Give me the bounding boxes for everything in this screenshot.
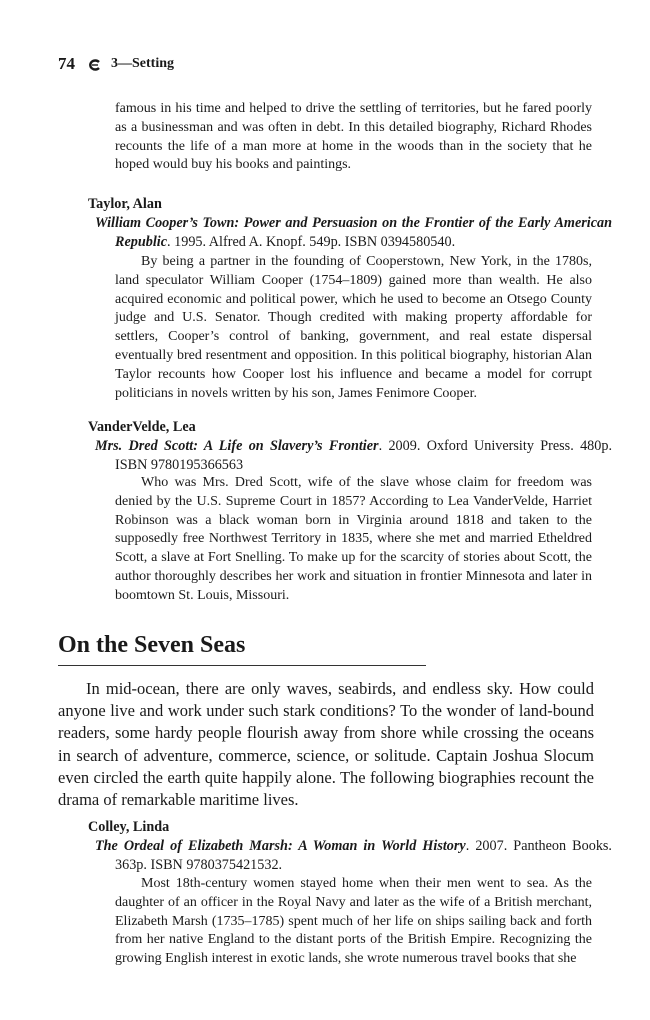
entry-citation (95, 437, 612, 475)
section-intro: In mid-ocean, there are only waves, seabirds, and endless sky. How could anyone live and work under such stark conditions? To the wonder of land-bound readers, some hardy people flourish away from shore while crossing the oceans in search of adventure, commerce, science, or solitude. Captain Joshua Slocum even circled the earth quite happily alone. The following biographies recount the drama of remarkable maritime lives. (58, 679, 594, 810)
chapter-ornament-icon (89, 58, 101, 70)
entry-author: Taylor, Alan (88, 196, 162, 212)
entry-author: VanderVelde, Lea (88, 419, 196, 435)
entry-title: The Ordeal of Elizabeth Marsh: A Woman in World History (95, 838, 466, 854)
entry-title: William Cooper’s Town: Power and Persuasion on the Frontier of the Early American Republic (95, 215, 612, 250)
chapter-title: 3—Setting (111, 56, 174, 71)
entry-publication: . 2007. Pantheon Books. 363p. ISBN 9780375421532. (115, 838, 612, 873)
continued-annotation: famous in his time and helped to drive the settling of territories, but he fared poorly as a businessman and was often in debt. In this detailed biography, Richard Rhodes recounts the life of a man more at home in the woods than in the society that he hoped would buy his books and paintings. (115, 101, 592, 173)
page-number: 74 (58, 54, 75, 73)
running-header (58, 52, 174, 76)
entry-publication: . 1995. Alfred A. Knopf. 549p. ISBN 0394580540. (167, 234, 456, 250)
entry-annotation: Who was Mrs. Dred Scott, wife of the slave whose claim for freedom was denied by the U.S. Supreme Court in 1857? According to Lea VanderVelde, Harriet Robinson was a black woman born in Virginia around 1818 and taken to the supposedly free Northwest Territory in 1835, where she met and married Etheldred Scott, a slave at Fort Snelling. To make up for the scarcity of stories about Scott, the author thoroughly describes her work and situation in frontier Minnesota and later in boomtown St. Louis, Missouri. (115, 475, 592, 603)
section-divider (58, 665, 426, 666)
entry-citation (95, 837, 612, 875)
entry-author: Colley, Linda (88, 819, 170, 835)
entry-annotation: By being a partner in the founding of Cooperstown, New York, in the 1780s, land speculator William Cooper (1754–1809) gained more than wealth. He also acquired economic and political power, which he used to become an Otsego County judge and U.S. Senator. Though credited with making property affordable for settlers, Cooper’s control of banking, government, and real estate dispersal eventually bred resentment and opposition. In this political biography, historian Alan Taylor recounts how Cooper lost his influence and became a model for corrupt politicians in novels written by his son, James Fenimore Cooper. (115, 254, 592, 401)
entry-annotation: Most 18th-century women stayed home when their men went to sea. As the daughter of an officer in the Royal Navy and later as the wife of a British merchant, Elizabeth Marsh (1735–1785) spent much of her life on ships sailing back and forth from her native England to the distant ports of the British Empire. Recognizing the growing English interest in exotic lands, she wrote numerous travel books that she (115, 876, 592, 967)
entry-citation (95, 214, 612, 252)
section-title: On the Seven Seas (58, 632, 246, 658)
entry-publication: . 2009. Oxford University Press. 480p. ISBN 9780195366563 (115, 438, 612, 473)
entry-title: Mrs. Dred Scott: A Life on Slavery’s Frontier (95, 438, 379, 454)
